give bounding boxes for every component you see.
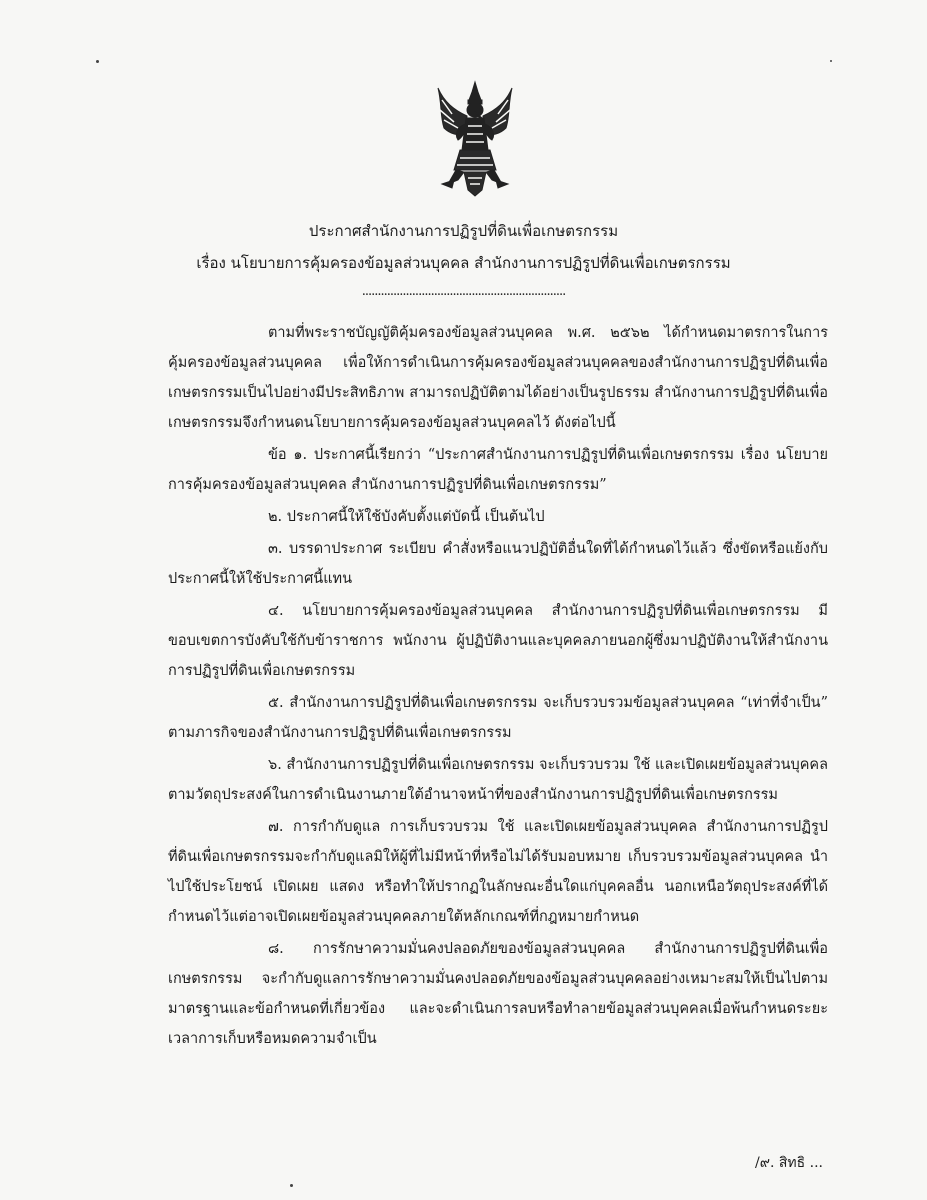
clause-7: ๗. การกำกับดูแล การเก็บรวบรวม ใช้ และเปิดเผยข้อมูลส่วนบุคคล สำนักงานการปฏิรูปที่ดินเพื่อเกษตรกรรมจะกำกับดูแลมิให้ผู้ที่ไม่มีหน้าที่หรือไม่ได้รับมอบหมาย เก็บรวบรวมข้อมูลส่วนบุคคล นำไปใช้ประโยชน์ เปิดเผย แสดง หรือทำให้ปรากฏในลักษณะอื่นใดแก่บุคคลอื่น นอกเหนือวัตถุประสงค์ที่ได้กำหนดไว้แต่อาจเปิดเผยข้อมูลส่วนบุคคลภายใต้หลักเกณฑ์ที่กฎหมายกำหนด xyxy=(168,819,828,925)
clause-3: ๓. บรรดาประกาศ ระเบียบ คำสั่งหรือแนวปฏิบัติอื่นใดที่ได้กำหนดไว้แล้ว ซึ่งขัดหรือแย้งกับประกาศนี้ให้ใช้ประกาศนี้แทน xyxy=(168,541,828,587)
scan-speck xyxy=(290,1184,293,1187)
separator-line: ................................................................. xyxy=(361,284,566,299)
scan-speck xyxy=(830,60,832,62)
garuda-emblem-icon xyxy=(434,80,516,198)
clause-1: ข้อ ๑. ประกาศนี้เรียกว่า “ประกาศสำนักงานการปฏิรูปที่ดินเพื่อเกษตรกรรม เรื่อง นโยบายการคุ้มครองข้อมูลส่วนบุคคล สำนักงานการปฏิรูปที่ดินเพื่อเกษตรกรรม” xyxy=(168,447,828,493)
clause-4: ๔. นโยบายการคุ้มครองข้อมูลส่วนบุคคล สำนักงานการปฏิรูปที่ดินเพื่อเกษตรกรรม มีขอบเขตการบังคับใช้กับข้าราชการ พนักงาน ผู้ปฏิบัติงานและบุคคลภายนอกผู้ซึ่งมาปฏิบัติงานให้สำนักงานการปฏิรูปที่ดินเพื่อเกษตรกรรม xyxy=(168,603,828,679)
clause-8: ๘. การรักษาความมั่นคงปลอดภัยของข้อมูลส่วนบุคคล สำนักงานการปฏิรูปที่ดินเพื่อเกษตรกรรม จะกำกับดูแลการรักษาความมั่นคงปลอดภัยของข้อมูลส่วนบุคคลอย่างเหมาะสมให้เป็นไปตามมาตรฐานและข้อกำหนดที่เกี่ยวข้อง และจะดำเนินการลบหรือทำลายข้อมูลส่วนบุคคลเมื่อพ้นกำหนดระยะเวลาการเก็บหรือหมดความจำเป็น xyxy=(168,941,828,1047)
document-body xyxy=(168,318,828,1056)
clause-6: ๖. สำนักงานการปฏิรูปที่ดินเพื่อเกษตรกรรม จะเก็บรวบรวม ใช้ และเปิดเผยข้อมูลส่วนบุคคลตามวัตถุประสงค์ในการดำเนินงานภายใต้อำนาจหน้าที่ของสำนักงานการปฏิรูปที่ดินเพื่อเกษตรกรรม xyxy=(168,757,828,803)
clause-5: ๕. สำนักงานการปฏิรูปที่ดินเพื่อเกษตรกรรม จะเก็บรวบรวมข้อมูลส่วนบุคคล “เท่าที่จำเป็น” ตามภารกิจของสำนักงานการปฏิรูปที่ดินเพื่อเกษตรกรรม xyxy=(168,695,828,741)
page-continuation: /๙. สิทธิ ... xyxy=(755,1155,823,1171)
preamble-paragraph: ตามที่พระราชบัญญัติคุ้มครองข้อมูลส่วนบุคคล พ.ศ. ๒๕๖๒ ได้กำหนดมาตรการในการคุ้มครองข้อมูลส่วนบุคคล เพื่อให้การดำเนินการคุ้มครองข้อมูลส่วนบุคคลของสำนักงานการปฏิรูปที่ดินเพื่อเกษตรกรรมเป็นไปอย่างมีประสิทธิภาพ สามารถปฏิบัติตามได้อย่างเป็นรูปธรรม สำนักงานการปฏิรูปที่ดินเพื่อเกษตรกรรมจึงกำหนดนโยบายการคุ้มครองข้อมูลส่วนบุคคลไว้ ดังต่อไปนี้ xyxy=(168,325,828,431)
announcement-title: ประกาศสำนักงานการปฏิรูปที่ดินเพื่อเกษตรกรรม xyxy=(308,222,619,240)
announcement-subject: เรื่อง นโยบายการคุ้มครองข้อมูลส่วนบุคคล สำนักงานการปฏิรูปที่ดินเพื่อเกษตรกรรม xyxy=(196,254,731,272)
scan-speck xyxy=(96,60,99,63)
clause-2: ๒. ประกาศนี้ให้ใช้บังคับตั้งแต่บัดนี้ เป็นต้นไป xyxy=(268,509,545,525)
